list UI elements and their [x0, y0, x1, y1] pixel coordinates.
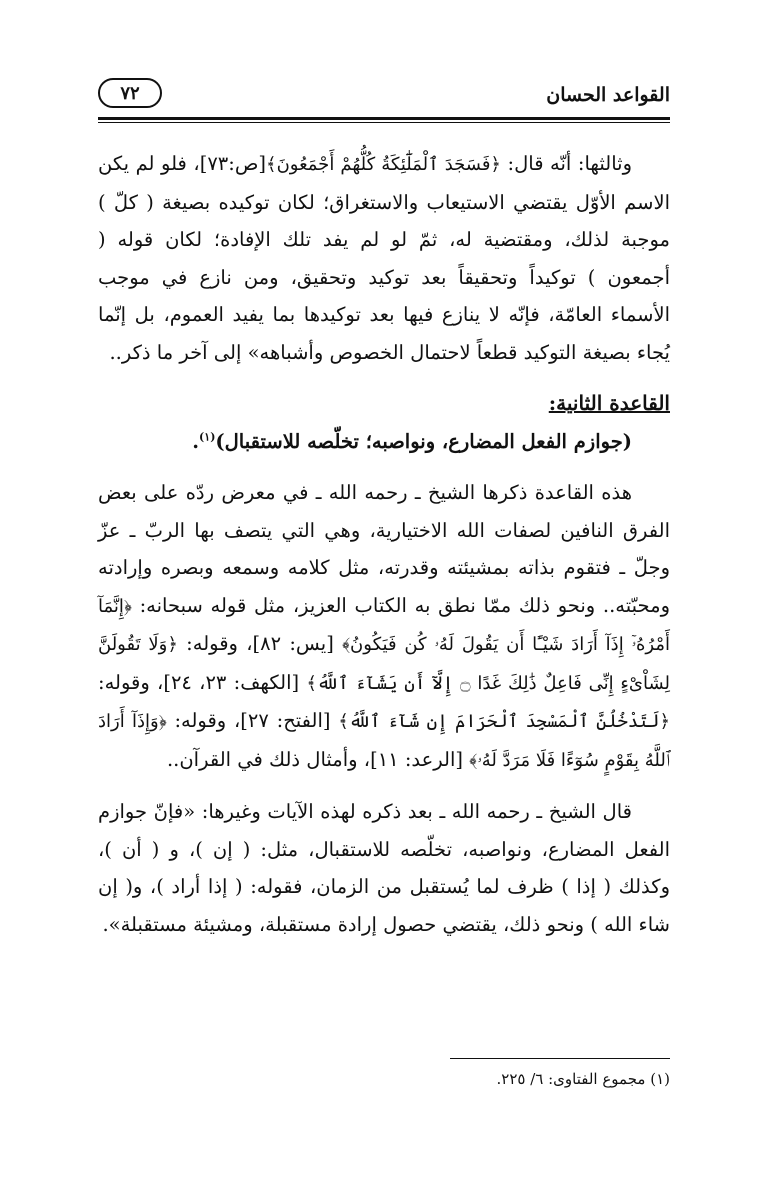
page-header	[98, 78, 670, 118]
text-run: [يس: ٨٢]، وقوله:	[177, 632, 343, 655]
text-run: [الرعد: ١١]، وأمثال ذلك في القرآن..	[166, 747, 470, 771]
section-heading: القاعدة الثانية:	[548, 391, 670, 415]
quran-verse: ﴿إِنَّمَآ أَمْرُهُۥٓ إِذَآ أَرَادَ شَيْـًٔا أَن يَقُولَ لَهُۥ كُن فَيَكُونُ﴾	[98, 595, 670, 655]
paragraph-third-point	[98, 145, 670, 371]
spacer	[98, 371, 670, 385]
spacer	[98, 460, 670, 474]
text-run: [الفتح: ٢٧]، وقوله:	[166, 709, 339, 732]
rule-title: (جوازم الفعل المضارع، ونواصبه؛ تخلّصه للاستقبال)$^{(١)}$.	[192, 429, 632, 453]
footnote: (١) مجموع الفتاوى: ٦/ ٢٢٥.	[496, 1070, 670, 1088]
text-run: هذه القاعدة ذكرها الشيخ ـ رحمه الله ـ في معرض ردّه على بعض الفرق النافين لصفات الله الاختيارية، وهي التي يتصف بها الربّ ـ عزّ وجلّ ـ فتقوم بذاته بمشيئته وقدرته، مثل كلامه وسمعه وبصره وإرادته ومحبّته.. ونحو ذلك ممّا نطق به الكتاب العزيز، مثل قوله سبحانه:	[98, 481, 670, 617]
quran-verse: ﴿لَتَدْخُلُنَّ ٱلْمَسْجِدَ ٱلْحَرَامَ إِن شَآءَ ٱللَّهُ﴾	[338, 711, 671, 732]
text-run: وثالثها: أنّه قال:	[500, 152, 632, 175]
rule-title-text: (جوازم الفعل المضارع، ونواصبه؛ تخلّصه للاستقبال)	[215, 429, 632, 453]
paragraph-rule-explanation	[98, 474, 670, 779]
spacer	[98, 779, 670, 793]
quran-verse: ﴿وَلَا تَقُولَنَّ لِشَاْىْءٍ إِنِّى فَاعِلٌ ذَٰلِكَ غَدًا ۝ إِلَّآ أَن يَشَآءَ ٱللَّهُ﴾	[98, 634, 670, 694]
paragraph-sheikh-quote: قال الشيخ ـ رحمه الله ـ بعد ذكره لهذه الآيات وغيرها: «فإنّ جوازم الفعل المضارع، ونواصبه، تخلّصه للاستقبال، مثل: ( إن )، و ( أن )، وكذلك ( إذا ) ظرف لما يُستقبل من الزمان، فقوله: ( إذا أراد )، و( إن شاء الله ) ونحو ذلك، يقتضي حصول إرادة مستقبلة، ومشيئة مستقبلة».	[98, 800, 670, 936]
running-title: القواعد الحسان	[546, 84, 670, 106]
quran-verse: ﴿فَسَجَدَ ٱلْمَلَٰٓئِكَةُ كُلُّهُمْ أَجْمَعُونَ﴾	[266, 154, 501, 175]
body-text	[98, 145, 670, 943]
footnote-rule	[450, 1058, 670, 1059]
text-run: [ص:٧٣]، فلو لم يكن الاسم الأوّل يقتضي الاستيعاب والاستغراق؛ لكان توكيده بصيغة ( كلّ ) موجبة لذلك، ومقتضية له، ثمّ لو لم يفد تلك الإفادة؛ لكان قوله ( أجمعون ) توكيداً وتحقيقاً بعد توكيد وتحقيق، ومن نازع في موجب الأسماء العامّة، فإنّه لا ينازع فيها بعد توكيدها بما يفيد العموم، بل إنّما يُجاء بصيغة التوكيد قطعاً لاحتمال الخصوص وأشباهه» إلى آخر ما ذكر..	[98, 152, 670, 364]
footnote-ref: (١)	[199, 430, 216, 443]
text-run: [الكهف: ٢٣، ٢٤]، وقوله:	[98, 670, 307, 694]
page-number: ٧٢	[98, 78, 162, 108]
header-rule-thick	[98, 117, 670, 120]
quran-verse: ﴿وَإِذَآ أَرَادَ ٱللَّهُ بِقَوْمٍ سُوٓءًا فَلَا مَرَدَّ لَهُۥ﴾	[98, 711, 670, 771]
header-rule-thin	[98, 122, 670, 123]
